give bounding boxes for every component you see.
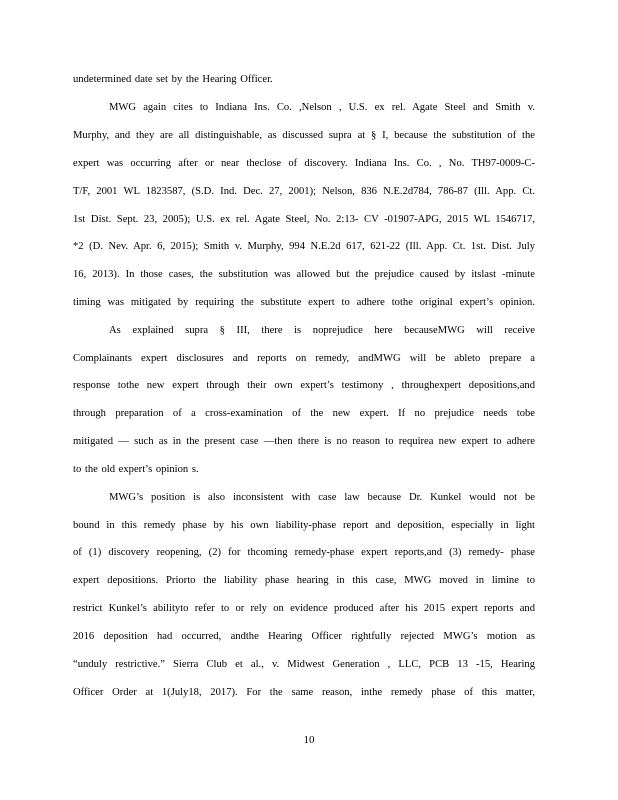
text-line: bound in this remedy phase by his own liability-phase report and deposition, especially in light xyxy=(73,520,535,531)
text-line: *2 (D. Nev. Apr. 6, 2015); Smith v. Murphy, 994 N.E.2d 617, 621-22 (Ill. App. Ct. 1st. Dist. July xyxy=(73,241,535,252)
text-line: expert depositions. Priorto the liability phase hearing in this case, MWG moved in limine to xyxy=(73,575,535,586)
text-line: response tothe new expert through their own expert’s testimony , throughexpert depositions,and xyxy=(73,380,535,391)
text-line: Complainants expert disclosures and reports on remedy, andMWG will be ableto prepare a xyxy=(73,353,535,364)
text-line: 16, 2013). In those cases, the substitution was allowed but the prejudice caused by itslast -minute xyxy=(73,269,535,280)
page-number: 10 xyxy=(303,734,315,746)
text-line: T/F, 2001 WL 1823587, (S.D. Ind. Dec. 27, 2001); Nelson, 836 N.E.2d784, 786-87 (Ill. App. Ct. xyxy=(73,186,535,197)
text-line: to the old expert’s opinion s. xyxy=(73,464,199,475)
text-line: As explained supra § III, there is noprejudice here becauseMWG will receive xyxy=(109,325,535,336)
text-line: “unduly restrictive.” Sierra Club et al., v. Midwest Generation , LLC, PCB 13 -15, Hearing xyxy=(73,659,535,670)
text-line: timing was mitigated by requiring the substitute expert to adhere tothe original expert’s opinion. xyxy=(73,297,535,308)
text-line: undetermined date set by the Hearing Officer. xyxy=(73,74,273,85)
text-line: Officer Order at 1(July18, 2017). For the same reason, inthe remedy phase of this matter, xyxy=(73,687,535,698)
text-line: Murphy, and they are all distinguishable, as discussed supra at § I, because the substitution of the xyxy=(73,130,535,141)
text-line: 1st Dist. Sept. 23, 2005); U.S. ex rel. Agate Steel, No. 2:13- CV -01907-APG, 2015 WL 1546717, xyxy=(73,214,535,225)
text-line: restrict Kunkel’s abilityto refer to or rely on evidence produced after his 2015 expert reports and xyxy=(73,603,535,614)
text-line: MWG again cites to Indiana Ins. Co. ,Nelson , U.S. ex rel. Agate Steel and Smith v. xyxy=(109,102,535,113)
text-line: 2016 deposition had occurred, andthe Hearing Officer rightfully rejected MWG’s motion as xyxy=(73,631,535,642)
text-line: expert was occurring after or near theclose of discovery. Indiana Ins. Co. , No. TH97-0009-C- xyxy=(73,158,535,169)
text-line: MWG’s position is also inconsistent with case law because Dr. Kunkel would not be xyxy=(109,492,535,503)
text-line: through preparation of a cross-examination of the new expert. If no prejudice needs tobe xyxy=(73,408,535,419)
text-line: of (1) discovery reopening, (2) for thcoming remedy-phase expert reports,and (3) remedy- phase xyxy=(73,547,535,558)
text-line: mitigated — such as in the present case —then there is no reason to requirea new expert to adhere xyxy=(73,436,535,447)
